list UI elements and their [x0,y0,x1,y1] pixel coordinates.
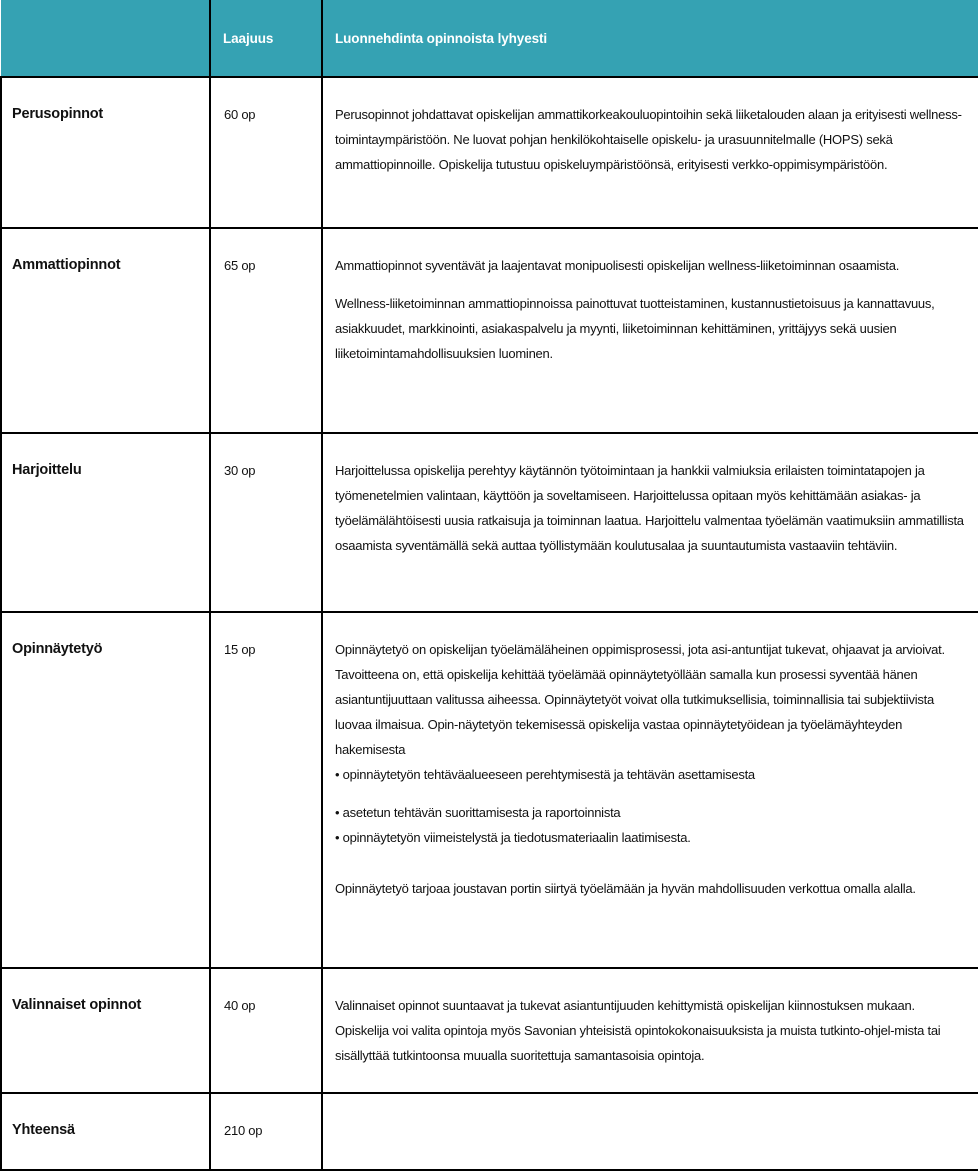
table-body [1,77,978,1170]
row-description [322,433,978,612]
row-label: Harjoittelu [1,433,210,612]
header-row [1,0,978,77]
row-description [322,228,978,433]
row-extent: 65 op [210,228,322,433]
bullet-line: • opinnäytetyön viimeistelystä ja tiedotusmateriaalin laatimisesta. [335,830,691,845]
row-description [322,1093,978,1170]
description-paragraph: Harjoittelussa opiskelija perehtyy käytännön työtoimintaan ja hankkii valmiuksia erilaisten toimintatapojen ja työmenetelmien valintaan, käyttöön ja soveltamiseen. Harjoittelussa opitaan myös kehittämään asiakas- ja työelämälähtöisesti uusia ratkaisuja ja toiminnan laatua. Harjoittelu valmentaa työelämän vaatimuksiin ammatillista osaamista syventämällä sekä auttaa työllistymään koulutusalaa ja suuntautumista vastaaviin tehtäviin. [335,463,964,553]
table-row [1,1093,978,1170]
header-cell-description: Luonnehdinta opinnoista lyhyesti [322,0,978,77]
row-extent: 60 op [210,77,322,228]
description-paragraph: Opinnäytetyö on opiskelijan työelämäläheinen oppimisprosessi, jota asi-antuntijat tukevat, ohjaavat ja arvioivat. Tavoitteena on, että opiskelija kehittää työelämää opinnäytetyöllään samalla kun prosessi syventää hänen asiantuntijuuttaan valitussa aiheessa. Opinnäytetyöt voivat olla tutkimuksellisia, toiminnallisia tai subjektiivista luovaa ilmaisua. Opin-näytetyön tekemisessä opiskelija vastaa opinnäytetyöidean ja työelämäyhteyden hakemisesta [335,642,945,757]
bullet-line: • asetetun tehtävän suorittamisesta ja raportoinnista [335,805,621,820]
row-label: Ammattiopinnot [1,228,210,433]
description-paragraph: Wellness-liiketoiminnan ammattiopinnoissa painottuvat tuotteistaminen, kustannustietoisuus ja kannattavuus, asiakkuudet, markkinointi, asiakaspalvelu ja myynti, liiketoiminnan kehittäminen, yrittäjyys sekä uusien liiketoimintamahdollisuuksien luominen. [335,296,935,361]
bullet-line: • opinnäytetyön tehtäväalueeseen perehtymisestä ja tehtävän asettamisesta [335,767,755,782]
table-row [1,433,978,612]
row-extent: 40 op [210,968,322,1093]
table-header [1,0,978,77]
row-description [322,77,978,228]
header-cell-laajuus: Laajuus [210,0,322,77]
row-extent: 30 op [210,433,322,612]
description-paragraph: Ammattiopinnot syventävät ja laajentavat monipuolisesti opiskelijan wellness-liiketoiminnan osaamista. [335,258,900,273]
header-cell-empty [1,0,210,77]
row-label: Yhteensä [1,1093,210,1170]
paragraph-spacer [335,863,966,876]
description-paragraph: Perusopinnot johdattavat opiskelijan ammattikorkeakouluopintoihin sekä liiketalouden alaan ja erityisesti wellness-toimintaympäristöön. Ne luovat pohjan henkilökohtaiselle opiskelu- ja urasuunnitelmalle (HOPS) sekä ammattiopinnoille. Opiskelija tutustuu opiskeluympäristöönsä, erityisesti verkko-oppimisympäristöön. [335,107,962,172]
table-row [1,228,978,433]
row-description [322,612,978,968]
table-row [1,612,978,968]
row-label: Valinnaiset opinnot [1,968,210,1093]
description-paragraph: Opinnäytetyö tarjoaa joustavan portin siirtyä työelämään ja hyvän mahdollisuuden verkottua omalla alalla. [335,881,916,896]
row-extent: 210 op [210,1093,322,1170]
row-label: Perusopinnot [1,77,210,228]
table-row [1,968,978,1093]
paragraph-spacer [335,787,966,800]
description-paragraph: Valinnaiset opinnot suuntaavat ja tukevat asiantuntijuuden kehittymistä opiskelijan kiinnostuksen mukaan. Opiskelija voi valita opintoja myös Savonian yhteisistä opintokokonaisuuksista ja muista tutkinto-ohjel-mista tai sisällyttää tutkintoonsa muualla suoritettuja samantasoisia opintoja. [335,998,941,1063]
row-description [322,968,978,1093]
paragraph-spacer [335,850,966,863]
table-row [1,77,978,228]
paragraph-spacer [335,278,966,291]
row-label: Opinnäytetyö [1,612,210,968]
row-extent: 15 op [210,612,322,968]
